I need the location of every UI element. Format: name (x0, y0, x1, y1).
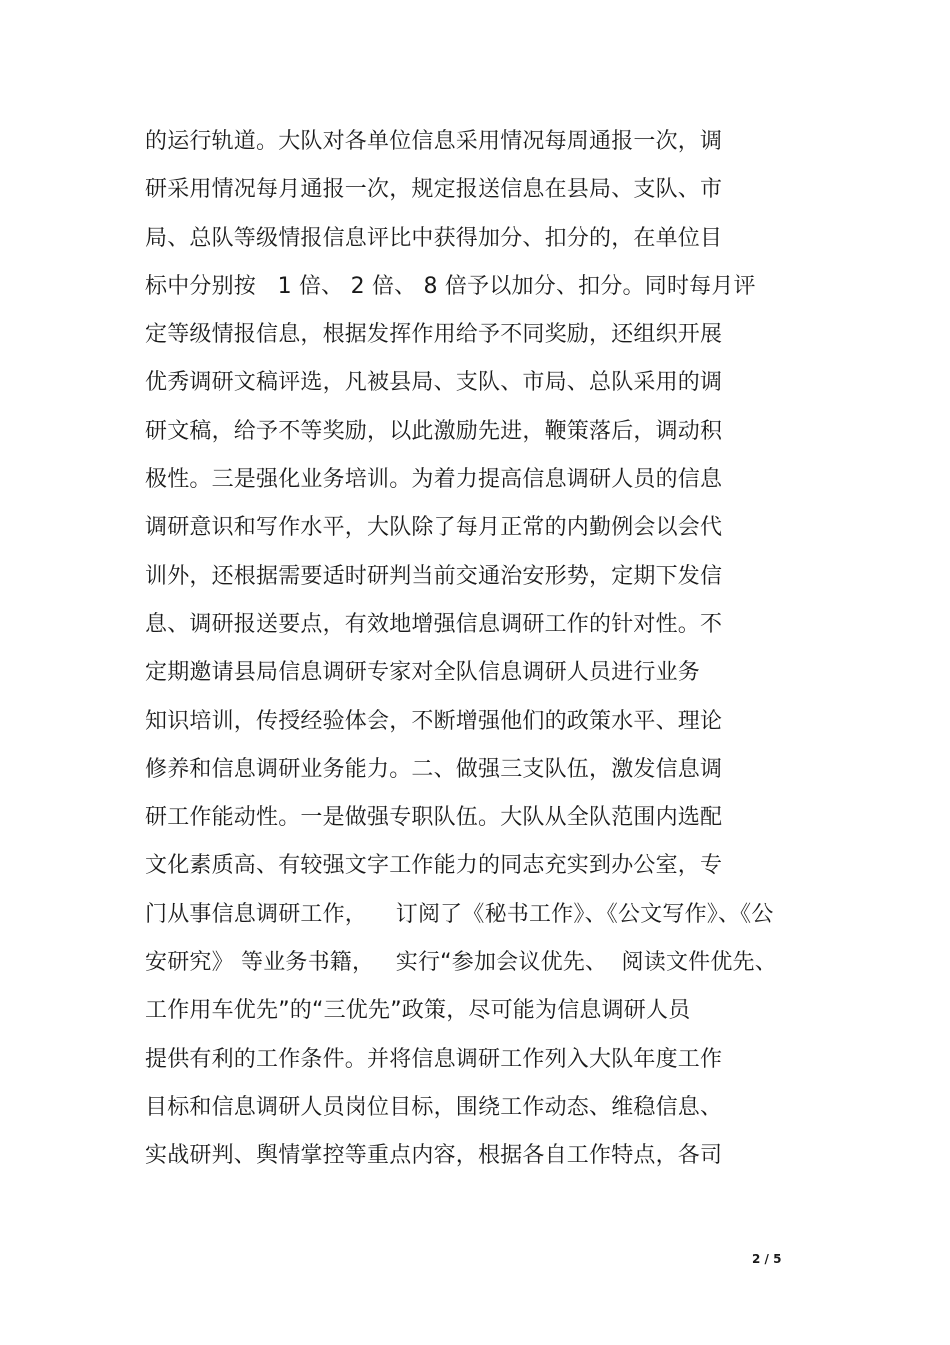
text-line: 定期邀请县局信息调研专家对全队信息调研人员进行业务 (145, 660, 701, 686)
text-line: 极性。三是强化业务培训。为着力提高信息调研人员的信息 (145, 467, 723, 493)
text-line: 标中分别按 1 倍、 2 倍、 8 倍予以加分、扣分。同时每月评 (145, 273, 756, 299)
text-line: 研采用情况每月通报一次，规定报送信息在县局、支队、市 (145, 177, 723, 203)
text-line: 的运行轨道。大队对各单位信息采用情况每周通报一次，调 (145, 129, 723, 154)
text-line: 目标和信息调研人员岗位目标，围绕工作动态、维稳信息、 (145, 1094, 723, 1120)
text-line: 安研究》 等业务书籍， 实行“参加会议优先、 阅读文件优先、 (145, 950, 777, 976)
text-line: 知识培训，传授经验体会，不断增强他们的政策水平、理论 (145, 708, 723, 734)
text-line: 提供有利的工作条件。并将信息调研工作列入大队年度工作 (145, 1046, 723, 1072)
text-line: 定等级情报信息，根据发挥作用给予不同奖励，还组织开展 (145, 322, 723, 348)
text-line: 优秀调研文稿评选，凡被县局、支队、市局、总队采用的调 (145, 370, 723, 396)
text-line: 研文稿，给予不等奖励，以此激励先进，鞭策落后，调动积 (145, 418, 723, 444)
body-text (145, 118, 865, 1181)
text-line: 调研意识和写作水平，大队除了每月正常的内勤例会以会代 (145, 515, 723, 541)
text-line: 文化素质高、有较强文字工作能力的同志充实到办公室，专 (145, 853, 723, 879)
text-line: 训外，还根据需要适时研判当前交通治安形势，定期下发信 (145, 563, 723, 589)
text-line: 修养和信息调研业务能力。二、做强三支队伍，激发信息调 (145, 756, 723, 782)
text-line: 局、总队等级情报信息评比中获得加分、扣分的，在单位目 (145, 225, 723, 251)
text-line: 研工作能动性。一是做强专职队伍。大队从全队范围内选配 (145, 805, 723, 831)
text-line: 门从事信息调研工作， 订阅了《秘书工作》、《公文写作》、《公 (145, 901, 774, 927)
text-line: 工作用车优先”的“三优先”政策，尽可能为信息调研人员 (145, 998, 691, 1024)
text-line: 息、调研报送要点，有效地增强信息调研工作的针对性。不 (145, 611, 723, 637)
page-number: 2 / 5 (752, 1252, 782, 1266)
text-line: 实战研判、舆情掌控等重点内容，根据各自工作特点，各司 (145, 1143, 723, 1169)
